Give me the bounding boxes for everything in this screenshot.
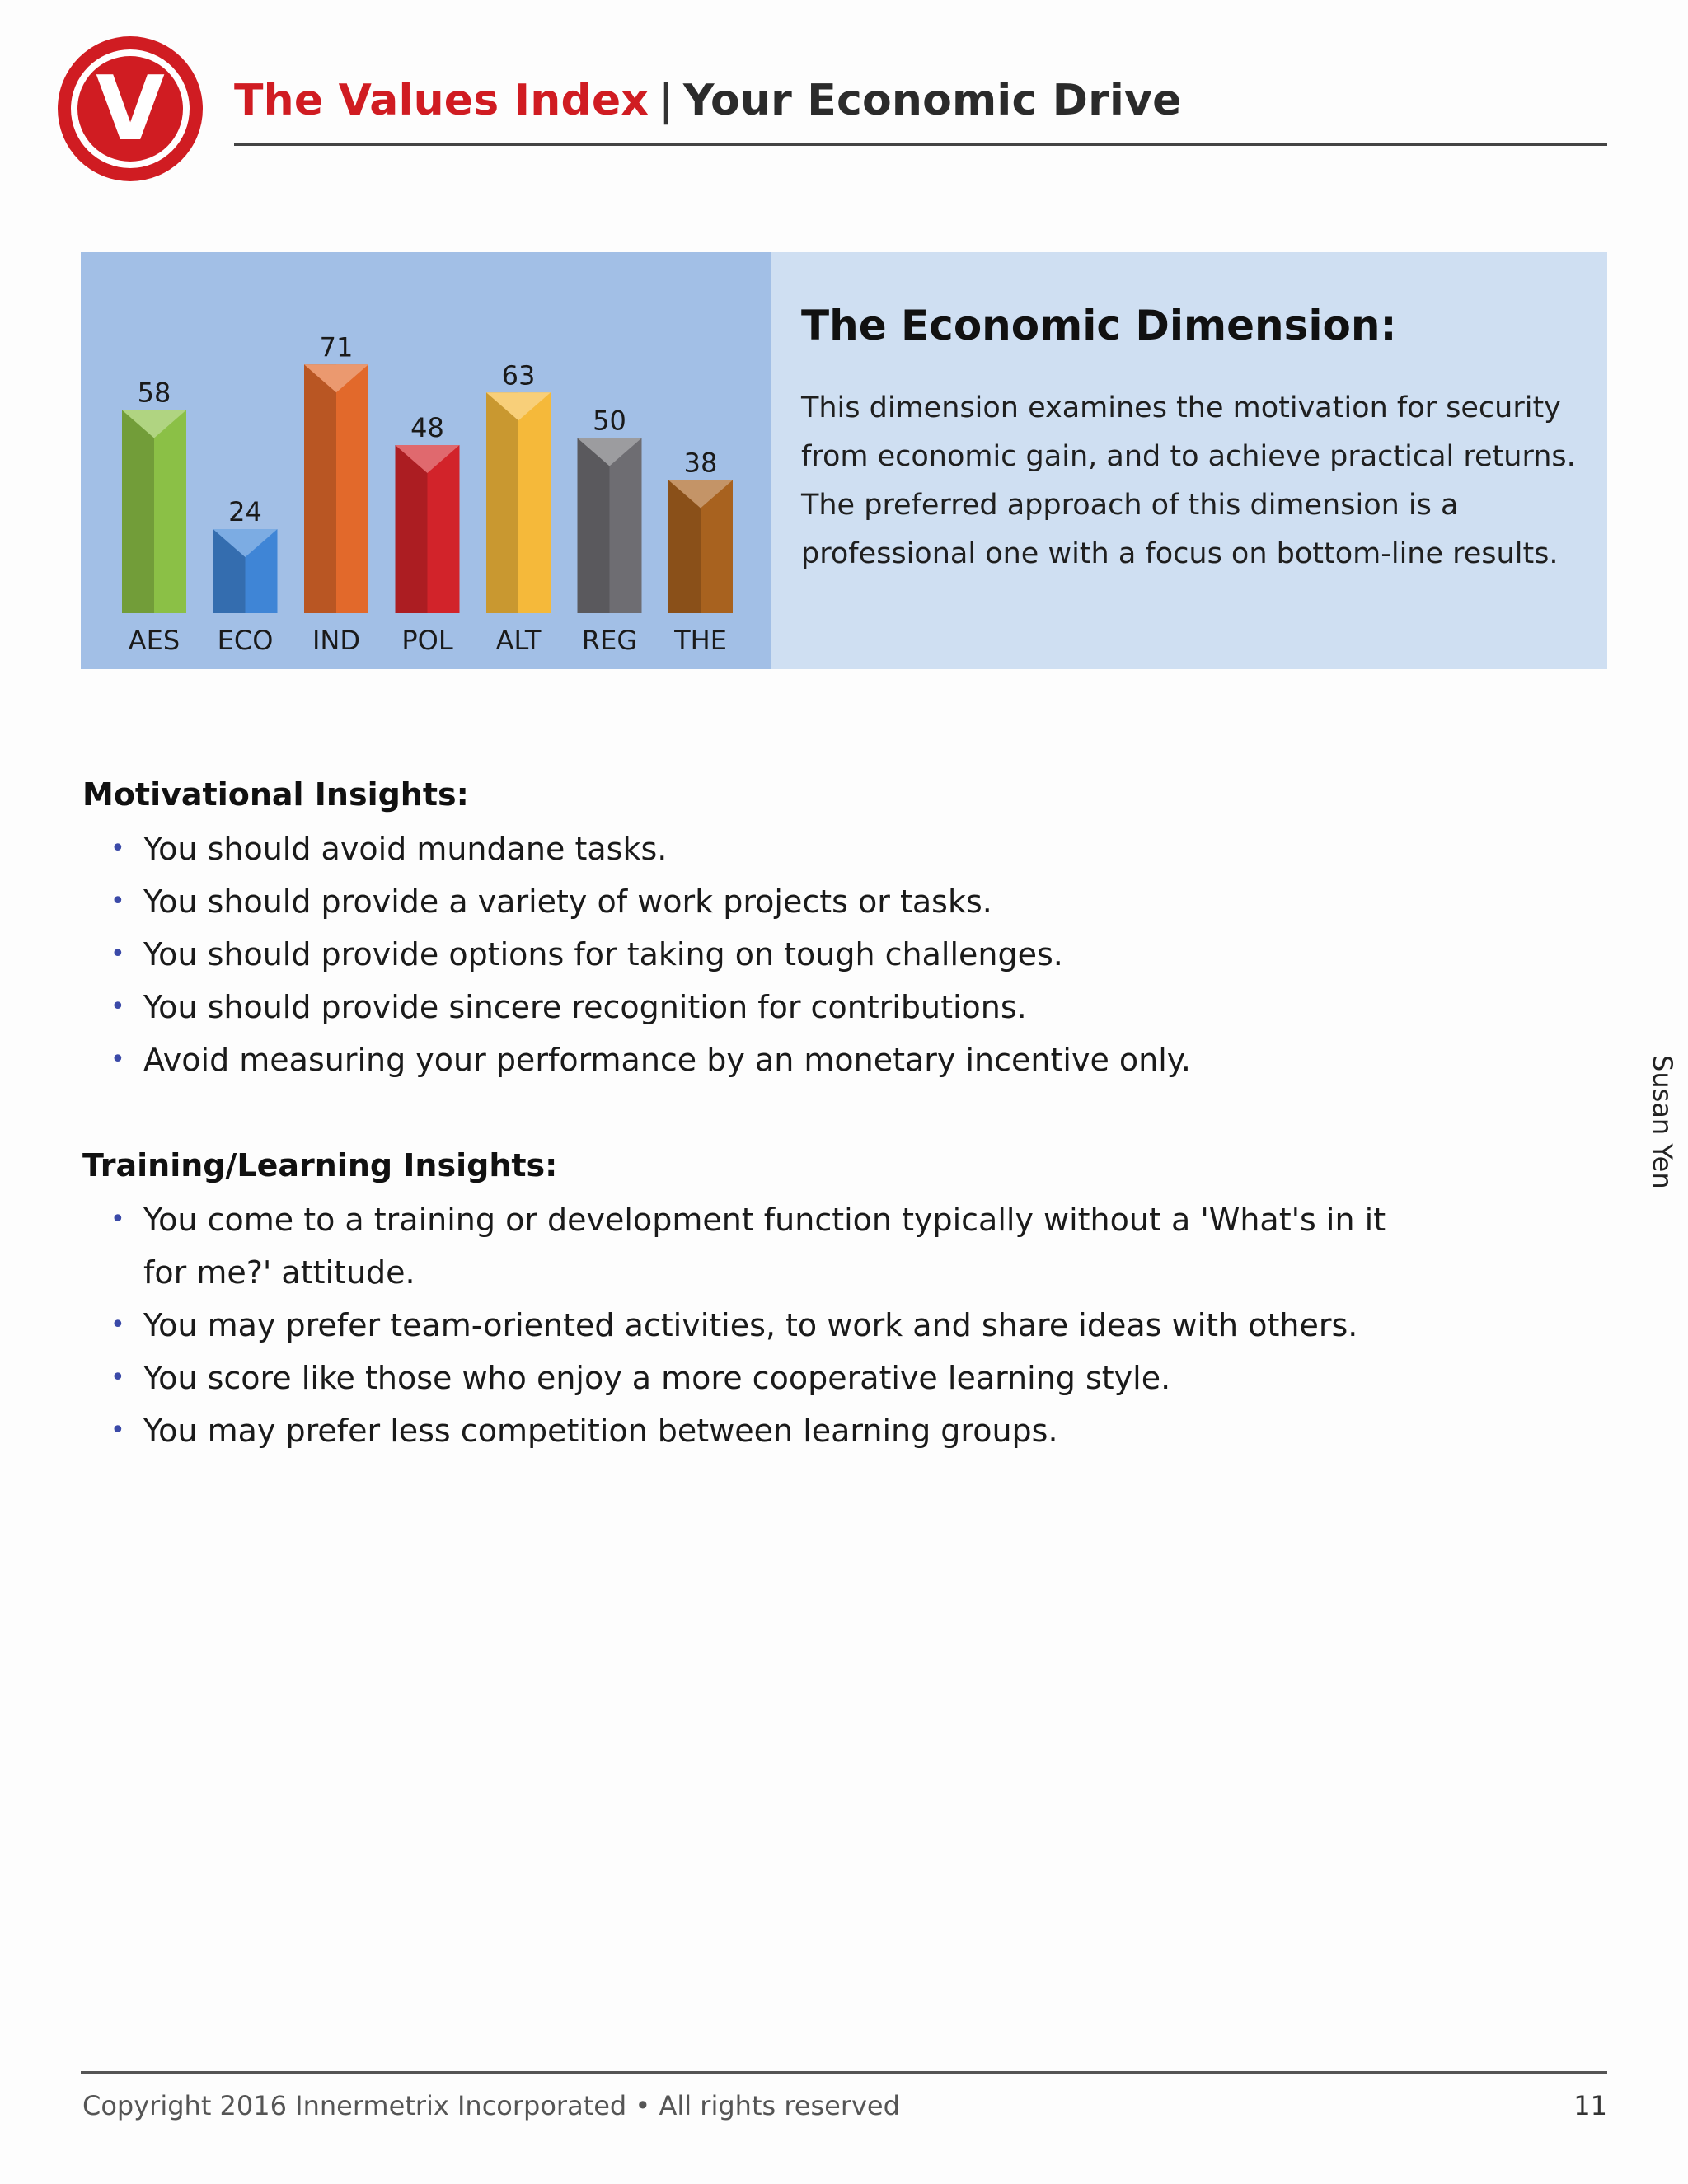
respondent-name: Susan Yen	[1647, 1055, 1678, 1189]
bar-ind-left	[304, 364, 336, 613]
list-item: • You should avoid mundane tasks.	[82, 823, 1484, 875]
bar-value-label: 50	[593, 405, 626, 437]
bullet-icon: •	[110, 1310, 125, 1339]
list-item: • Avoid measuring your performance by an monetary incentive only.	[82, 1033, 1484, 1086]
list-item: • You score like those who enjoy a more cooperative learning style.	[82, 1352, 1467, 1404]
bar-aes-left	[122, 410, 154, 614]
training-insights-list	[82, 1193, 1467, 1457]
bar-value-label: 71	[319, 331, 354, 363]
bar-pol-right	[428, 445, 460, 613]
category-label: THE	[674, 625, 727, 656]
list-item: • You may prefer team-oriented activities, to work and share ideas with others.	[82, 1299, 1467, 1352]
list-item: • You may prefer less competition between learning groups.	[82, 1404, 1467, 1457]
category-label: AES	[128, 625, 181, 656]
list-item: • You come to a training or development function typically without a 'What's in it for me?' attitude.	[82, 1193, 1467, 1299]
bullet-icon: •	[110, 992, 125, 1021]
bar-alt-right	[518, 392, 551, 613]
values-bar-chart	[81, 252, 771, 669]
bar-value-label: 63	[501, 359, 536, 391]
brand-title: The Values Index	[234, 76, 649, 125]
bullet-icon: •	[110, 1363, 125, 1392]
category-label: ECO	[217, 625, 274, 656]
footer-divider	[81, 2071, 1607, 2074]
bar-aes-right	[154, 410, 186, 614]
page-header-title	[234, 76, 1182, 125]
page-number: 11	[1573, 2090, 1607, 2121]
bullet-icon: •	[110, 940, 125, 968]
values-index-logo	[56, 35, 204, 183]
category-label: ALT	[495, 625, 542, 656]
bar-value-label: 48	[410, 412, 444, 443]
category-label: REG	[581, 625, 638, 656]
category-label: POL	[401, 625, 453, 656]
bar-pol-left	[396, 445, 428, 613]
list-item: • You should provide options for taking on tough challenges.	[82, 928, 1484, 981]
footer-copyright: Copyright 2016 Innermetrix Incorporated • All rights reserved	[82, 2090, 900, 2121]
bullet-icon: •	[110, 1416, 125, 1445]
dimension-description: This dimension examines the motivation for security from economic gain, and to achieve practical returns. The preferred approach of this dimension is a professional one with a focus on bottom-line results.	[801, 391, 1576, 570]
bar-reg-left	[578, 438, 610, 614]
bullet-icon: •	[110, 1045, 125, 1074]
svg-text:V: V	[96, 58, 165, 161]
training-insights-title: Training/Learning Insights:	[82, 1147, 558, 1183]
bullet-icon: •	[110, 834, 125, 863]
bullet-icon: •	[110, 887, 125, 916]
bar-value-label: 58	[137, 377, 171, 409]
bar-ind-right	[336, 364, 368, 613]
page-subtitle: Your Economic Drive	[682, 76, 1182, 125]
list-item: • You should provide a variety of work projects or tasks.	[82, 875, 1484, 928]
bar-value-label: 24	[228, 496, 262, 527]
title-separator: |	[659, 76, 673, 125]
bullet-icon: •	[110, 1205, 125, 1234]
dimension-title: The Economic Dimension:	[801, 302, 1397, 349]
category-label: IND	[312, 625, 361, 656]
header-divider	[234, 143, 1607, 146]
bar-alt-left	[486, 392, 518, 613]
motivational-insights-title: Motivational Insights:	[82, 776, 469, 813]
bar-reg-right	[610, 438, 642, 614]
list-item: • You should provide sincere recognition for contributions.	[82, 981, 1484, 1033]
bar-value-label: 38	[683, 447, 718, 479]
motivational-insights-list	[82, 823, 1484, 1086]
